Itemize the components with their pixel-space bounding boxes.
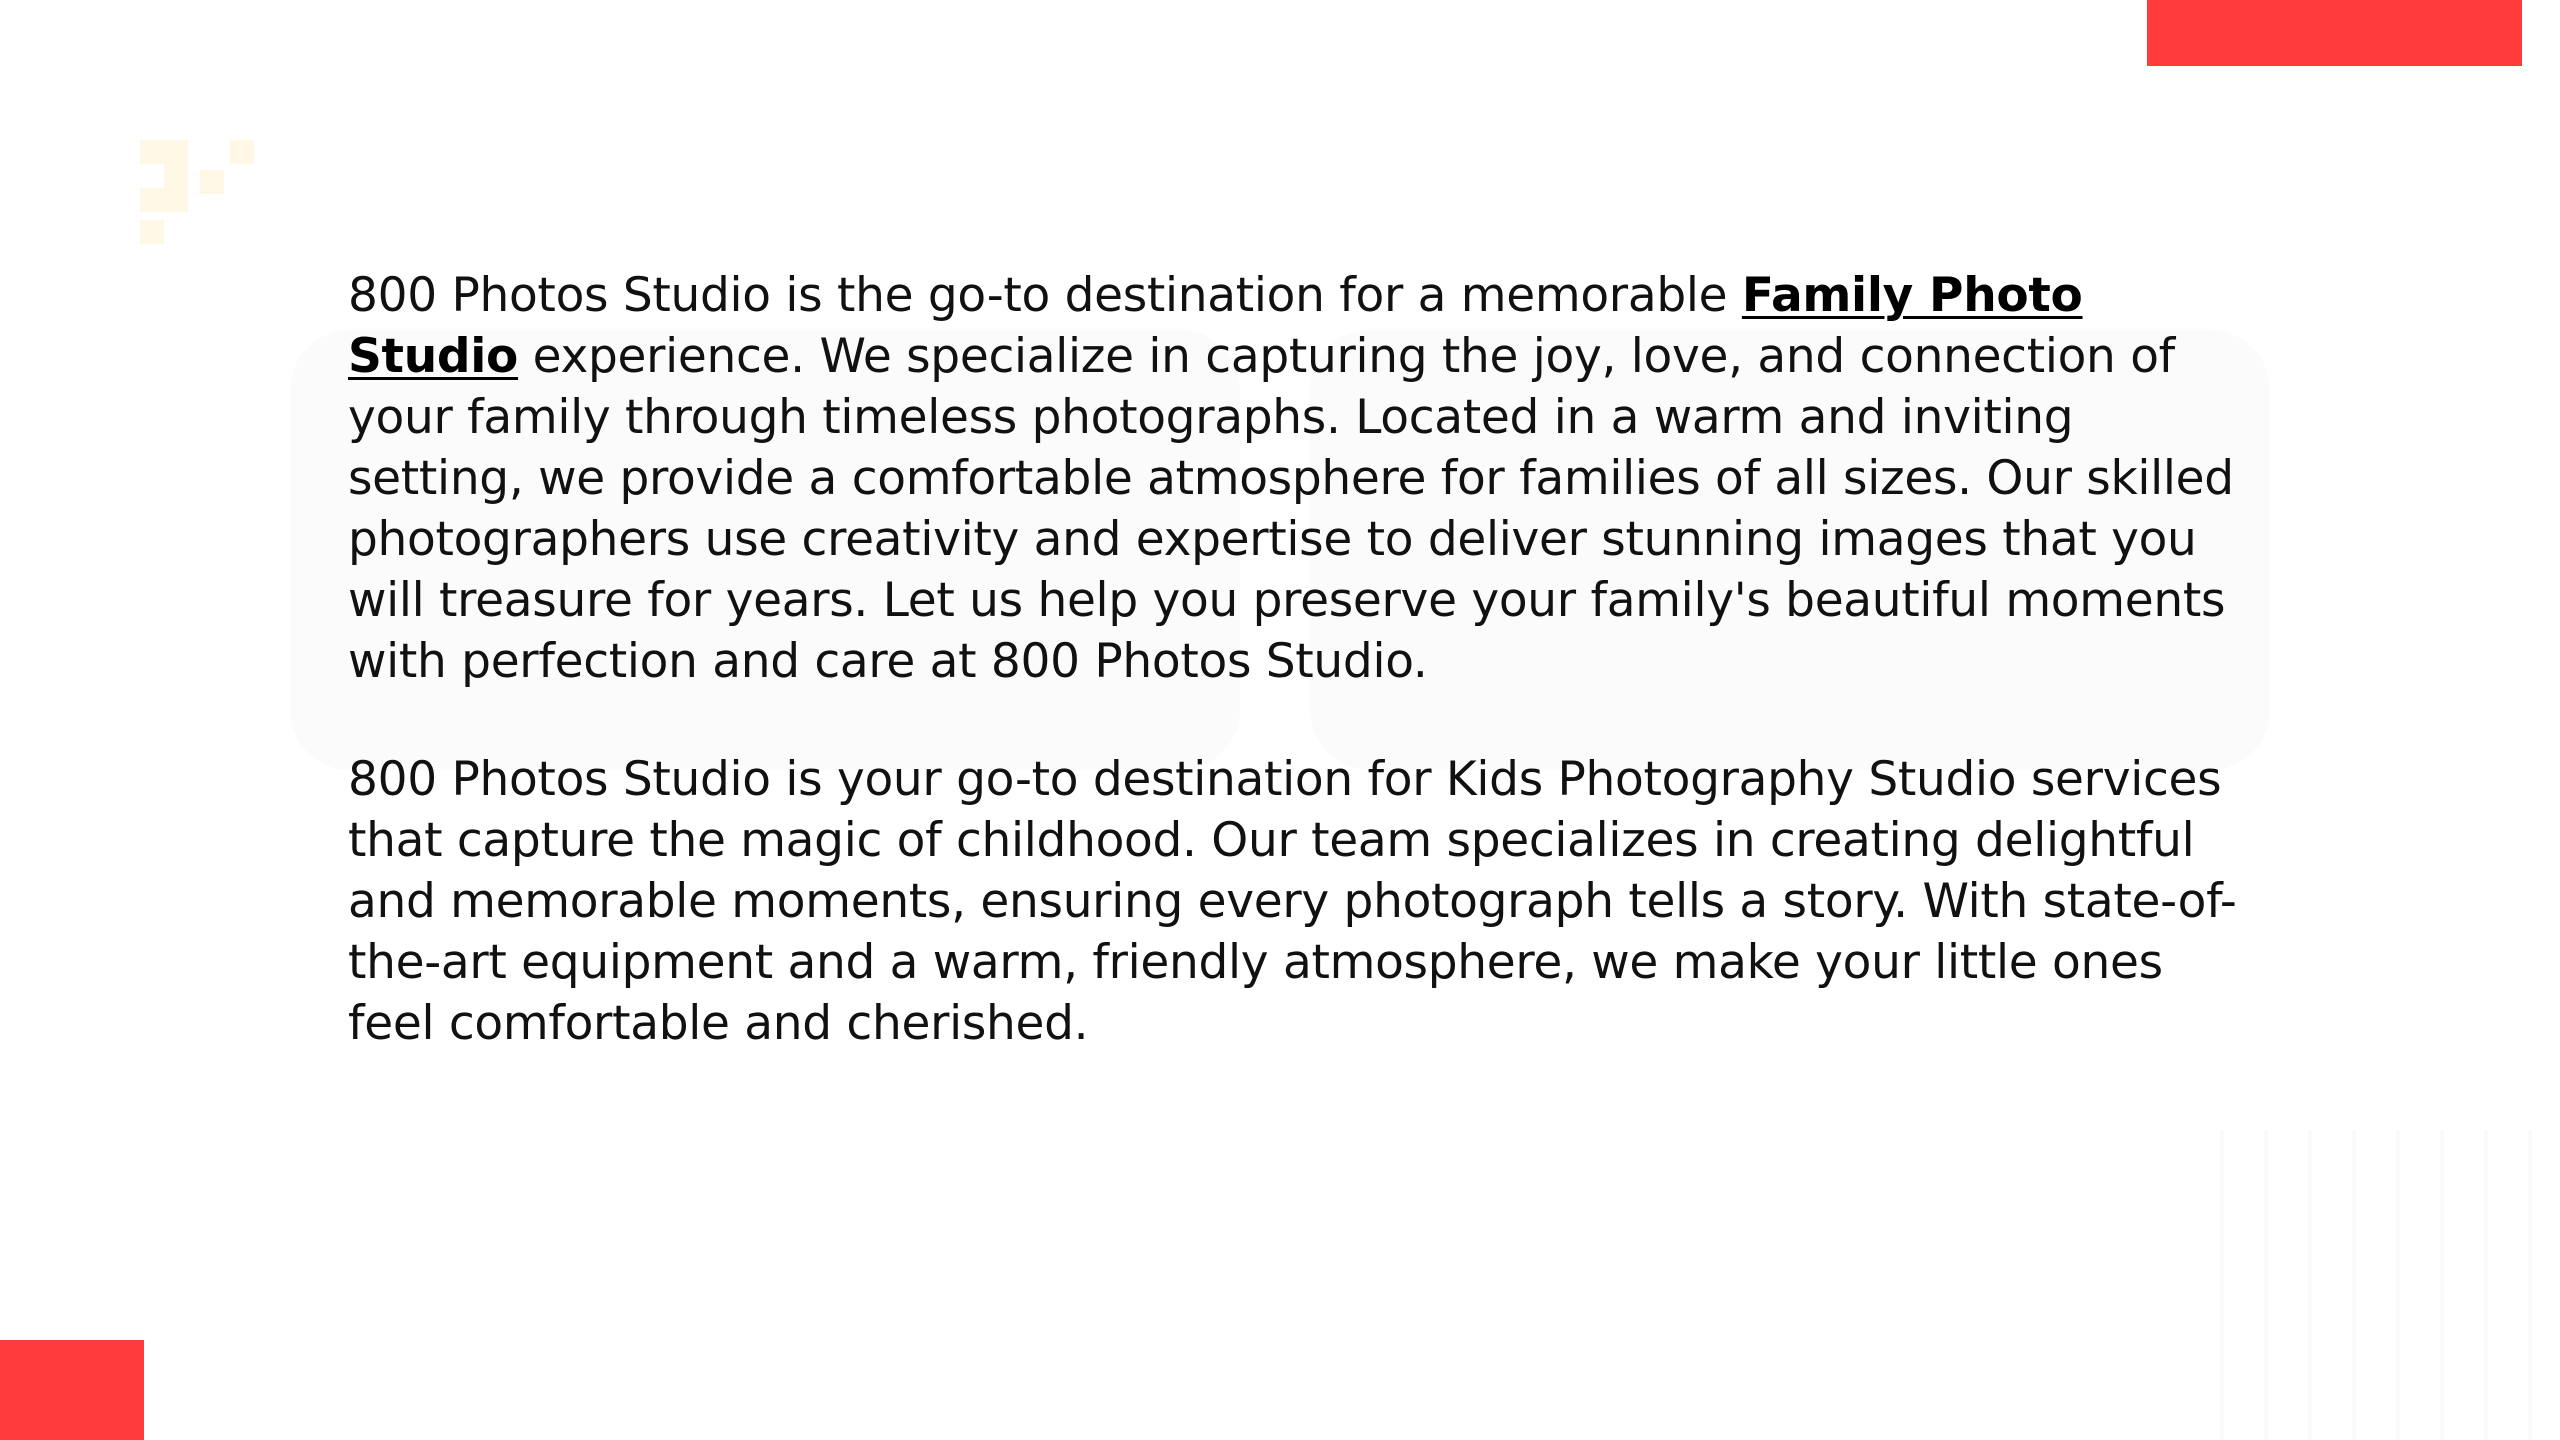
paragraph-family-studio — [348, 265, 2248, 692]
family-photo-studio-link[interactable]: Family Photo Studio — [348, 268, 2083, 384]
accent-block-top-right — [2147, 0, 2522, 66]
paragraph-1-intro: 800 Photos Studio is the go-to destination for a memorable — [348, 268, 1742, 323]
body-text — [348, 265, 2248, 1054]
accent-block-bottom-left — [0, 1340, 144, 1440]
pixel-pattern-decoration — [140, 140, 260, 260]
stripe-pattern-decoration — [2180, 1130, 2560, 1440]
paragraph-kids-studio: 800 Photos Studio is your go-to destination for Kids Photography Studio services that capture the magic of childhood. Our team specializes in creating delightful and memorable moments, ensuring every photograph tells a story. With state-of-the-art equipment and a warm, friendly atmosphere, we make your little ones feel comfortable and cherished. — [348, 752, 2237, 1051]
paragraph-1-body: experience. We specialize in capturing the joy, love, and connection of your family through timeless photographs. Located in a warm and inviting setting, we provide a comfortable atmosphere for families of all sizes. Our skilled photographers use creativity and expertise to deliver stunning images that you will treasure for years. Let us help you preserve your family's beautiful moments with perfection and care at 800 Photos Studio. — [348, 329, 2234, 689]
